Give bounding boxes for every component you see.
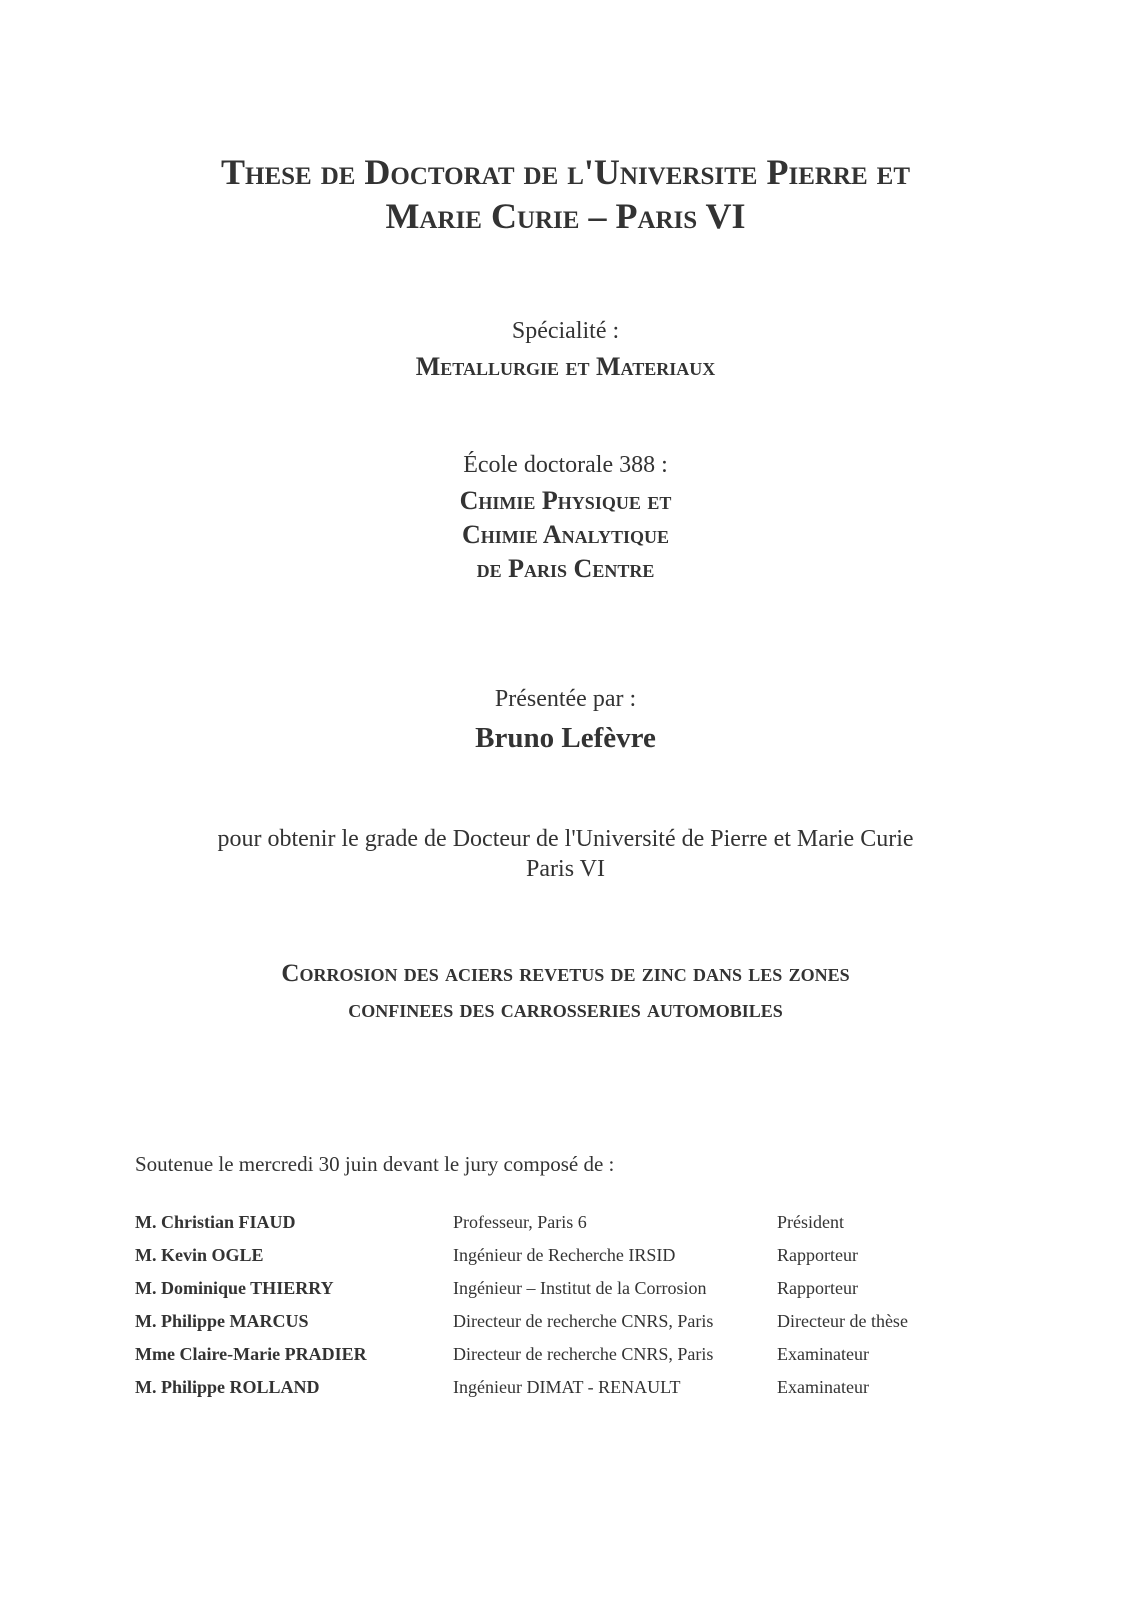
jury-member-name: M. Dominique THIERRY: [135, 1278, 334, 1298]
ecole-line-3: de Paris Centre: [476, 554, 655, 583]
ecole-label: École doctorale 388 :: [463, 452, 668, 478]
header-line-1: These de Doctorat de l'Universite Pierre et: [220, 152, 910, 192]
thesis-title: [0, 956, 1131, 1028]
jury-row: [135, 1343, 995, 1376]
header-line-2: Marie Curie – Paris VI: [385, 196, 746, 236]
specialite-value: Metallurgie et Materiaux: [415, 352, 716, 381]
jury-member-name: Mme Claire-Marie PRADIER: [135, 1344, 367, 1364]
jury-member-role: Rapporteur: [777, 1245, 858, 1265]
jury-member-name: M. Kevin OGLE: [135, 1245, 264, 1265]
thesis-title-line-2: confinees des carrosseries automobiles: [348, 996, 783, 1023]
jury-member-role: Directeur de thèse: [777, 1311, 908, 1331]
thesis-title-line-1: Corrosion des aciers revetus de zinc dans les zones: [281, 960, 850, 987]
jury-row: [135, 1376, 995, 1409]
ecole-line-2: Chimie Analytique: [462, 520, 669, 549]
degree-line-1: pour obtenir le grade de Docteur de l'Université de Pierre et Marie Curie: [217, 826, 914, 852]
jury-member-role: Examinateur: [777, 1377, 869, 1397]
jury-member-position: Ingénieur – Institut de la Corrosion: [453, 1278, 707, 1298]
degree-line-2: Paris VI: [526, 856, 605, 882]
jury-member-position: Professeur, Paris 6: [453, 1212, 587, 1232]
jury-member-role: Rapporteur: [777, 1278, 858, 1298]
jury-member-position: Directeur de recherche CNRS, Paris: [453, 1344, 714, 1364]
jury-row: [135, 1211, 995, 1244]
thesis-header: [0, 150, 1131, 238]
jury-row: [135, 1310, 995, 1343]
defense-statement: Soutenue le mercredi 30 juin devant le jury composé de :: [135, 1152, 615, 1176]
author-name: Bruno Lefèvre: [475, 722, 656, 754]
jury-member-role: Président: [777, 1212, 844, 1232]
jury-row: [135, 1277, 995, 1310]
jury-list: [135, 1211, 995, 1409]
jury-member-name: M. Christian FIAUD: [135, 1212, 296, 1232]
jury-member-role: Examinateur: [777, 1344, 869, 1364]
jury-row: [135, 1244, 995, 1277]
jury-member-name: M. Philippe MARCUS: [135, 1311, 309, 1331]
degree-statement: [0, 824, 1131, 884]
jury-member-position: Directeur de recherche CNRS, Paris: [453, 1311, 714, 1331]
specialite-label: Spécialité :: [511, 318, 620, 344]
jury-member-name: M. Philippe ROLLAND: [135, 1377, 320, 1397]
ecole-line-1: Chimie Physique et: [459, 486, 672, 515]
presented-by-label: Présentée par :: [494, 686, 637, 712]
ecole-value: [0, 484, 1131, 586]
jury-member-position: Ingénieur de Recherche IRSID: [453, 1245, 676, 1265]
jury-member-position: Ingénieur DIMAT - RENAULT: [453, 1377, 681, 1397]
